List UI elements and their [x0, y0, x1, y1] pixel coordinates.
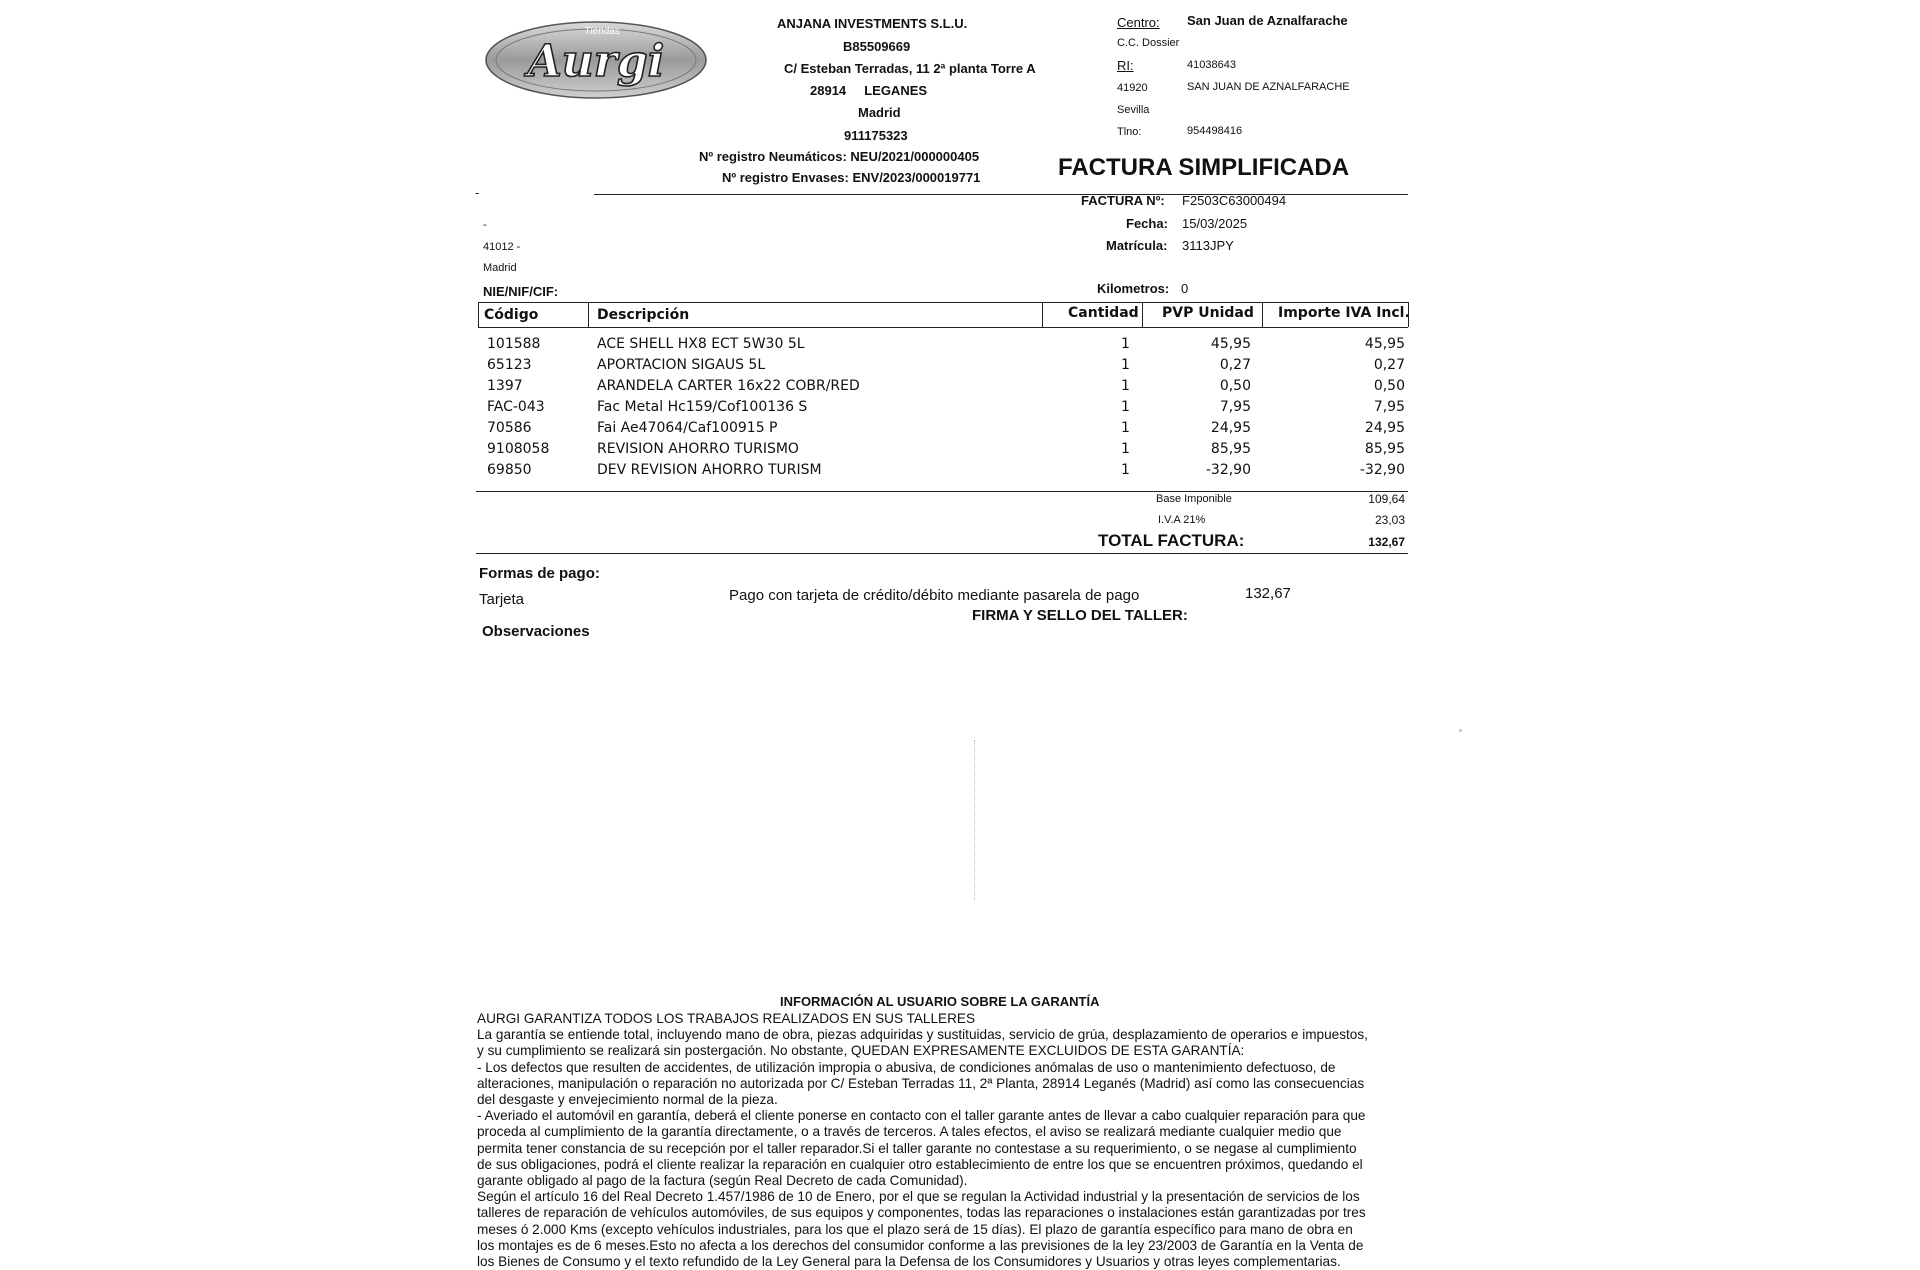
guarantee-line: Según el artículo 16 del Real Decreto 1.457/1986 de 10 de Enero, por el que se regulan la Actividad industrial y la presentación de servicios de los	[477, 1189, 1360, 1205]
row-code: FAC-043	[487, 399, 545, 415]
row-description: DEV REVISION AHORRO TURISM	[597, 462, 822, 478]
tlno-value: 954498416	[1187, 125, 1243, 137]
guarantee-line: garante obligado al pago de la factura (según Real Decreto de cada Comunidad).	[477, 1173, 968, 1189]
guarantee-line: y su cumplimiento se realizará sin postergación. No obstante, QUEDAN EXPRESAMENTE EXCLUIDOS DE ESTA GARANTÍA:	[477, 1043, 1245, 1059]
guarantee-line: permita tener constancia de su recepción por el taller reparador.Si el taller garante no contestase a su requerimiento, o se negase al cumplimiento	[477, 1140, 1357, 1156]
row-total: 45,95	[1364, 336, 1405, 352]
company-address: C/ Esteban Terradas, 11 2ª planta Torre A	[784, 61, 1036, 76]
row-description: REVISION AHORRO TURISMO	[597, 441, 799, 457]
row-total: 85,95	[1364, 441, 1405, 457]
guarantee-line: - Los defectos que resulten de accidentes, de utilización impropia o abusiva, de condiciones anómalas de uso o mantenimiento defectuoso, de	[477, 1059, 1336, 1075]
document-title: FACTURA SIMPLIFICADA	[1058, 154, 1350, 181]
table-bottom-rule	[476, 491, 1408, 492]
row-unit-price: 45,95	[1210, 336, 1251, 352]
scan-artifact	[974, 740, 976, 900]
iva-label: I.V.A 21%	[1158, 514, 1206, 526]
col-header-cantidad: Cantidad	[1068, 305, 1139, 321]
firma-label: FIRMA Y SELLO DEL TALLER:	[972, 607, 1188, 624]
row-description: Fac Metal Hc159/Cof100136 S	[597, 399, 808, 415]
row-code: 101588	[487, 336, 541, 352]
payment-method: Tarjeta	[479, 591, 525, 608]
guarantee-title: INFORMACIÓN AL USUARIO SOBRE LA GARANTÍA	[780, 994, 1100, 1009]
guarantee-line: La garantía se entiende total, incluyendo mano de obra, piezas adquiridas y sustituidas, servicio de grúa, desplazamiento de operarios e impuestos,	[477, 1027, 1368, 1043]
base-imponible-label: Base Imponible	[1156, 493, 1232, 505]
row-unit-price: 7,95	[1219, 399, 1251, 415]
row-code: 1397	[487, 378, 523, 394]
company-name: ANJANA INVESTMENTS S.L.U.	[777, 16, 968, 31]
guarantee-line: AURGI GARANTIZA TODOS LOS TRABAJOS REALIZADOS EN SUS TALLERES	[477, 1011, 976, 1026]
centro-label: Centro:	[1117, 15, 1160, 30]
observaciones-label: Observaciones	[482, 623, 590, 640]
row-quantity: 1	[1121, 441, 1130, 457]
payment-amount: 132,67	[1245, 585, 1291, 602]
row-code: 65123	[487, 357, 532, 373]
row-unit-price: 24,95	[1210, 420, 1251, 436]
row-quantity: 1	[1121, 399, 1130, 415]
row-code: 9108058	[487, 441, 550, 457]
aurgi-logo	[484, 18, 714, 108]
row-unit-price: 0,50	[1219, 378, 1251, 394]
guarantee-line: proceda al cumplimiento de la garantía directamente, o a través de terceros. A tales efectos, el aviso se realizará mediante cualquier medio que	[477, 1124, 1342, 1140]
col-header-codigo: Código	[484, 307, 539, 323]
col-header-descripcion: Descripción	[597, 307, 690, 323]
scan-artifact	[1459, 729, 1462, 732]
logo-subtitle: Tiendas	[584, 26, 620, 37]
reg-envases: Nº registro Envases: ENV/2023/000019771	[722, 170, 981, 185]
center-postal: 41920	[1117, 82, 1148, 94]
centro-value: San Juan de Aznalfarache	[1187, 13, 1348, 28]
invoice-number-value: F2503C63000494	[1182, 193, 1287, 208]
guarantee-line: talleres de reparación de vehículos automóviles, de sus equipos y componentes, todas las reparaciones o instalaciones están garantizadas por tres	[477, 1205, 1366, 1221]
base-imponible-value: 109,64	[1368, 492, 1405, 506]
row-total: -32,90	[1359, 462, 1405, 478]
row-quantity: 1	[1121, 420, 1130, 436]
guarantee-text	[477, 1011, 1368, 1270]
row-quantity: 1	[1121, 336, 1130, 352]
customer-dash-1: -	[475, 185, 480, 200]
reg-neumaticos: Nº registro Neumáticos: NEU/2021/000000405	[699, 149, 980, 164]
payment-description: Pago con tarjeta de crédito/débito mediante pasarela de pago	[729, 587, 1140, 604]
row-code: 70586	[487, 420, 532, 436]
row-total: 0,27	[1373, 357, 1405, 373]
customer-dash-2: -	[483, 219, 487, 231]
payment-label: Formas de pago:	[479, 565, 600, 582]
company-postal-city: 28914 LEGANES	[810, 83, 928, 98]
company-phone: 911175323	[844, 128, 908, 143]
guarantee-line: del desgaste y envejecimiento normal de la pieza.	[477, 1092, 778, 1108]
row-unit-price: -32,90	[1205, 462, 1251, 478]
col-header-importe: Importe IVA Incl.	[1278, 305, 1410, 321]
totals-bottom-rule	[476, 553, 1408, 554]
company-province: Madrid	[858, 105, 901, 120]
tlno-label: Tlno:	[1117, 126, 1142, 138]
guarantee-line: de sus obligaciones, podrá el cliente realizar la reparación en cualquier otro establecimiento de entre los que se encuentren próximos, quedando el	[477, 1156, 1363, 1172]
row-total: 7,95	[1373, 399, 1405, 415]
center-province: Sevilla	[1117, 104, 1150, 116]
km-value: 0	[1181, 281, 1189, 296]
invoice-date-value: 15/03/2025	[1182, 216, 1248, 231]
customer-city: Madrid	[483, 262, 517, 274]
guarantee-line: alteraciones, manipulación o reparación no autorizada por C/ Esteban Terradas 11, 2ª Planta, 28914 Leganés (Madrid) así como las consecuencias	[477, 1075, 1365, 1091]
row-total: 24,95	[1364, 420, 1405, 436]
company-cif: B85509669	[843, 39, 911, 54]
row-description: Fai Ae47064/Caf100915 P	[597, 420, 778, 436]
matricula-value: 3113JPY	[1182, 238, 1234, 253]
ri-label: RI:	[1117, 58, 1134, 73]
row-description: APORTACION SIGAUS 5L	[597, 357, 766, 373]
ri-value: 41038643	[1187, 59, 1236, 71]
row-code: 69850	[487, 462, 532, 478]
row-unit-price: 85,95	[1210, 441, 1251, 457]
row-quantity: 1	[1121, 378, 1130, 394]
row-description: ARANDELA CARTER 16x22 COBR/RED	[597, 378, 860, 394]
customer-postal: 41012 -	[483, 241, 521, 253]
row-description: ACE SHELL HX8 ECT 5W30 5L	[597, 336, 805, 352]
matricula-label: Matrícula:	[1106, 238, 1168, 253]
col-header-pvp: PVP Unidad	[1162, 305, 1254, 321]
row-unit-price: 0,27	[1219, 357, 1251, 373]
guarantee-line: meses ó 2.000 Kms (excepto vehículos industriales, para los que el plazo será de 15 días). El plazo de garantía específico para mano de obra en	[477, 1221, 1353, 1237]
total-value: 132,67	[1368, 535, 1405, 549]
row-quantity: 1	[1121, 357, 1130, 373]
row-quantity: 1	[1121, 462, 1130, 478]
center-cc: C.C. Dossier	[1117, 37, 1180, 49]
guarantee-line: los montajes es de 6 meses.Esto no afecta a los derechos del consumidor conforme a las previsiones de la ley 23/2003 de Garantía en la Venta de	[477, 1237, 1364, 1253]
total-label: TOTAL FACTURA:	[1098, 531, 1245, 550]
row-total: 0,50	[1373, 378, 1405, 394]
invoice-date-label: Fecha:	[1126, 216, 1168, 231]
invoice-number-label: FACTURA Nº:	[1081, 193, 1165, 208]
customer-nif-label: NIE/NIF/CIF:	[483, 284, 559, 299]
guarantee-line: - Averiado el automóvil en garantía, deberá el cliente ponerse en contacto con el taller garante antes de llevar a cabo cualquier reparación para que	[477, 1108, 1366, 1124]
center-city: SAN JUAN DE AZNALFARACHE	[1187, 81, 1350, 93]
logo-brand: Aurgi	[527, 36, 665, 87]
km-label: Kilometros:	[1097, 281, 1170, 296]
iva-value: 23,03	[1374, 513, 1405, 527]
guarantee-line: los Bienes de Consumo y el texto refundido de la Ley General para la Defensa de los Consumidores y Usuarios y otras leyes complementarias.	[477, 1254, 1341, 1270]
